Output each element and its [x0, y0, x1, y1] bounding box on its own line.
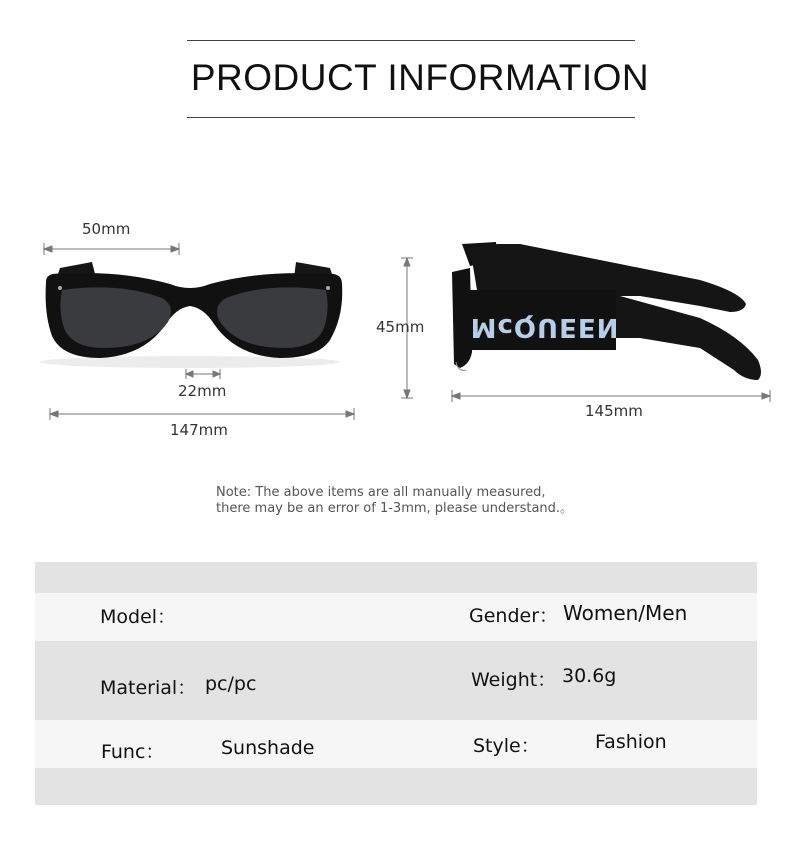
frame-width-label: 147mm — [170, 421, 228, 439]
spec-row-spacer-bottom — [35, 768, 757, 805]
func-label: Func： — [101, 741, 165, 763]
temple-length-arrow — [452, 390, 770, 402]
lens-width-arrow — [44, 243, 179, 255]
title-rule-top — [187, 40, 635, 41]
spec-row-spacer-top — [35, 562, 757, 593]
bridge-width-label: 22mm — [178, 382, 227, 400]
sunglasses-front — [40, 262, 342, 368]
measurement-note — [216, 485, 573, 517]
style-label: Style： — [473, 735, 540, 757]
lens-height-label: 45mm — [376, 318, 425, 336]
temple-logo: McQUEEN — [470, 312, 620, 342]
material-value: pc/pc — [205, 673, 257, 695]
note-line-2: there may be an error of 1-3mm, please understand.。 — [216, 501, 574, 516]
style-value: Fashion — [595, 731, 667, 753]
page-title: PRODUCT INFORMATION — [190, 57, 650, 98]
model-label: Model： — [100, 606, 177, 628]
gender-value: Women/Men — [563, 601, 688, 625]
title-rule-bottom — [187, 117, 635, 118]
gender-label: Gender： — [469, 605, 559, 627]
weight-value: 30.6g — [562, 665, 617, 687]
temple-length-label: 145mm — [585, 402, 643, 420]
material-label: Material： — [100, 677, 197, 699]
frame-width-arrow — [50, 408, 354, 420]
sunglasses-side — [452, 242, 761, 380]
note-line-1: Note: The above items are all manually measured, — [216, 485, 546, 500]
side-view-diagram — [390, 230, 780, 410]
bridge-width-arrow — [186, 369, 220, 379]
func-value: Sunshade — [221, 737, 315, 759]
lens-width-label: 50mm — [82, 220, 131, 238]
weight-label: Weight： — [471, 669, 557, 691]
